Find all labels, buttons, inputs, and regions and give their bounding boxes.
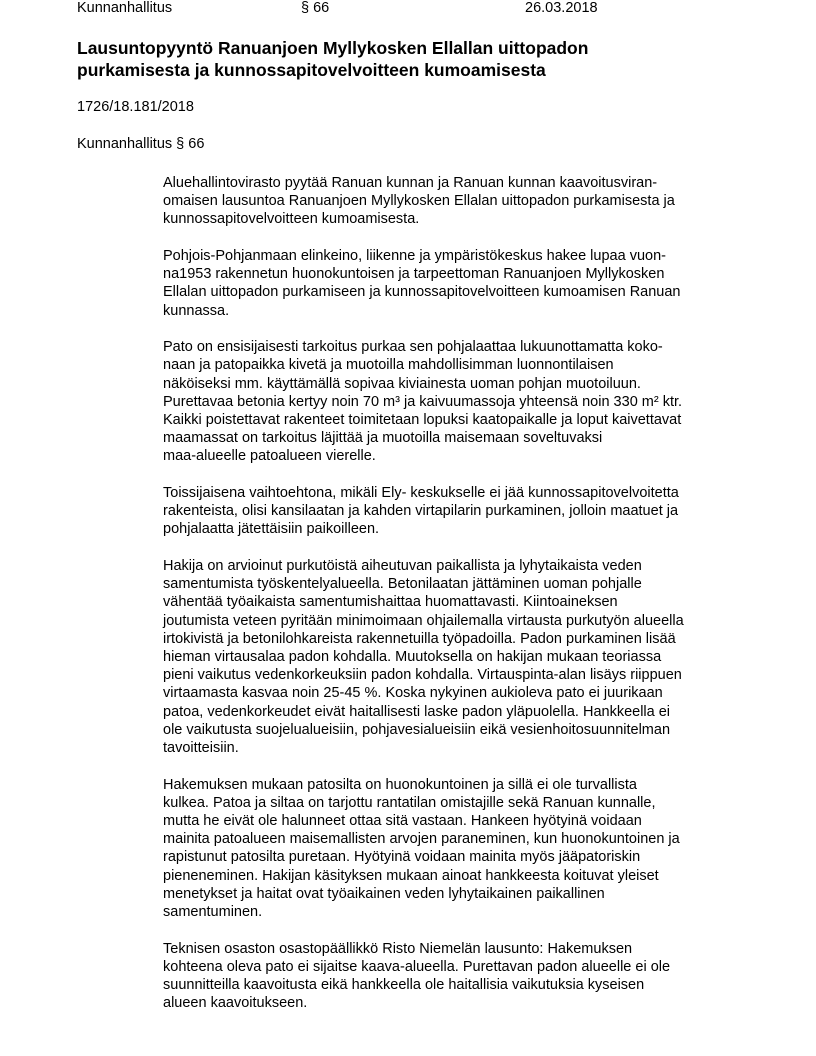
text-line: näköiseksi mm. käyttämällä sopivaa kiviainesta uoman pohjan muotoiluun. (163, 375, 641, 392)
text-line: vähentää työaikaista samentumishaittaa huomattavasti. Kiintoaineksen (163, 594, 618, 611)
text-line: tavoitteisiin. (163, 740, 239, 757)
text-line: na1953 rakennetun huonokuntoisen ja tarpeettoman Ranuanjoen Myllykosken (163, 266, 665, 283)
document-title (77, 37, 777, 81)
text-line: Hakemuksen mukaan patosilta on huonokuntoinen ja sillä ei ole turvallista (163, 776, 637, 793)
title-line: Lausuntopyyntö Ranuanjoen Myllykosken Ellallan uittopadon (77, 38, 589, 58)
document-body (163, 174, 763, 1031)
text-line: samentuminen. (163, 904, 263, 921)
text-line: Toissijaisena vaihtoehtona, mikäli Ely- keskukselle ei jää kunnossapitovelvoitetta (163, 485, 679, 502)
text-line: irtokivistä ja betonilohkareista rakennetuilla työpadoilla. Padon purkaminen lisää (163, 630, 676, 647)
text-line: Hakija on arvioinut purkutöistä aiheutuvan paikallista ja lyhytaikaista veden (163, 558, 642, 575)
text-line: naan ja patopaikka kivetä ja muotoilla mahdollisimman luonnontilaisen (163, 357, 614, 374)
text-line: omaisen lausuntoa Ranuanjoen Myllykosken Ellalan uittopadon purkamisesta ja (163, 193, 675, 210)
text-line: hieman virtausalaa padon kohdalla. Muutoksella on hakijan mukaan teoriassa (163, 649, 662, 666)
text-line: Ellalan uittopadon purkamiseen ja kunnossapitovelvoitteen kumoamisen Ranuan (163, 284, 681, 301)
paragraph-applicant (163, 247, 763, 320)
text-line: pohjalaatta jätettäisiin paikoilleen. (163, 521, 380, 538)
text-line: maa-alueelle patoalueen vierelle. (163, 448, 376, 465)
header-date: 26.03.2018 (525, 0, 598, 16)
text-line: maamassat on tarkoitus läjittää ja muotoilla maisemaan soveltuvaksi (163, 430, 603, 447)
text-line: Kaikki poistettavat rakenteet toimitetaan lopuksi kaatopaikalle ja loput kaivettavat (163, 412, 682, 429)
text-line: kunnassa. (163, 302, 230, 319)
paragraph-benefits (163, 776, 763, 922)
page-header (0, 0, 816, 20)
paragraph-request (163, 174, 763, 229)
header-body-name: Kunnanhallitus (77, 0, 173, 16)
text-line: kunnossapitovelvoitteen kumoamisesta. (163, 211, 420, 228)
text-line: mainita patoalueen maisemallisten arvojen paraneminen, kun huonokuntoinen ja (163, 831, 680, 848)
text-line: virtaamasta kasvaa noin 25-45 %. Koska nykyinen aukioleva pato ei juurikaan (163, 685, 663, 702)
section-reference: Kunnanhallitus § 66 (77, 136, 205, 152)
text-line: Aluehallintovirasto pyytää Ranuan kunnan ja Ranuan kunnan kaavoitusviran- (163, 175, 658, 191)
text-line: Pato on ensisijaisesti tarkoitus purkaa sen pohjalaattaa lukuunottamatta koko- (163, 339, 663, 356)
paragraph-impact-assessment (163, 557, 763, 757)
text-line: alueen kaavoitukseen. (163, 995, 308, 1012)
text-line: rapistunut patosilta puretaan. Hyötyinä voidaan mainita myös jääpatoriskin (163, 849, 641, 866)
text-line: kulkea. Patoa ja siltaa on tarjottu rantatilan omistajille sekä Ranuan kunnalle, (163, 794, 656, 811)
paragraph-technical-statement (163, 940, 763, 1013)
text-line: samentumista työskentelyalueella. Betonilaatan jättäminen uoman pohjalle (163, 576, 642, 593)
text-line: joutumista veteen pyritään minimoimaan ohjailemalla virtausta purkutyön alueella (163, 612, 684, 629)
text-line: Pohjois-Pohjanmaan elinkeino, liikenne ja ympäristökeskus hakee lupaa vuon- (163, 248, 666, 264)
text-line: Purettavaa betonia kertyy noin 70 m³ ja kaivuumassoja yhteensä noin 330 m² ktr. (163, 393, 683, 410)
paragraph-secondary-option (163, 484, 763, 539)
reference-number: 1726/18.181/2018 (77, 99, 194, 115)
text-line: patoa, vedenkorkeudet eivät haitallisesti laske padon yläpuolella. Hankkeella ei (163, 703, 671, 720)
header-section-number: § 66 (301, 0, 330, 16)
text-line: pieni vaikutus vedenkorkeuksiin padon kohdalla. Virtauspinta-alan lisäys riippuen (163, 667, 682, 684)
text-line: Teknisen osaston osastopäällikkö Risto Niemelän lausunto: Hakemuksen (163, 940, 633, 957)
text-line: menetykset ja haitat ovat työaikainen veden lyhytaikainen paikallinen (163, 885, 605, 902)
text-line: pieneneminen. Hakijan käsityksen mukaan ainoat hankkeesta koituvat yleiset (163, 867, 659, 884)
text-line: kohteena oleva pato ei sijaitse kaava-alueella. Purettavan padon alueelle ei ole (163, 958, 671, 975)
text-line: mutta he eivät ole halunneet ottaa sitä vastaan. Hankeen hyötyinä voidaan (163, 813, 642, 830)
text-line: suunnitteilla kaavoitusta eikä hankkeella ole haitallisia vaikutuksia kyseisen (163, 977, 645, 994)
text-line: rakenteista, olisi kansilaatan ja kahden virtapilarin purkaminen, jolloin maatuet ja (163, 503, 679, 520)
title-line: purkamisesta ja kunnossapitovelvoitteen kumoamisesta (77, 60, 546, 80)
paragraph-primary-plan (163, 338, 763, 465)
text-line: ole vaikutusta suojelualueisiin, pohjavesialueisiin eikä vesienhoitosuunnitelman (163, 721, 671, 738)
